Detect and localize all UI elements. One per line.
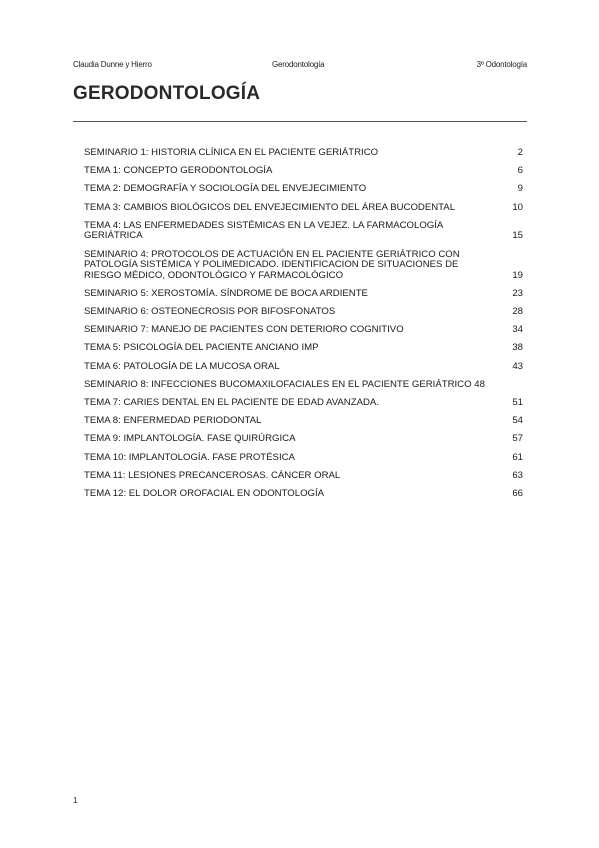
toc-entry[interactable] (84, 343, 523, 354)
toc-entry[interactable] (84, 362, 523, 373)
toc-entry[interactable] (84, 380, 523, 391)
toc-entry-page: 23 (512, 287, 523, 299)
toc-entry-title: TEMA 7: CARIES DENTAL EN EL PACIENTE DE EDAD AVANZADA. (84, 397, 379, 409)
toc-entry-page: 6 (517, 165, 523, 177)
toc-entry[interactable] (84, 148, 523, 159)
toc-entry-title: SEMINARIO 5: XEROSTOMÍA. SÍNDROME DE BOCA ARDIENTE (84, 287, 368, 299)
toc-entry-title: SEMINARIO 8: INFECCIONES BUCOMAXILOFACIALES EN EL PACIENTE GERIÁTRICO (84, 378, 472, 390)
toc-entry-title: SEMINARIO 1: HISTORIA CLÍNICA EN EL PACIENTE GERIÁTRICO (84, 147, 379, 158)
toc-entry-page: 63 (512, 469, 523, 481)
toc-entry[interactable] (84, 416, 523, 427)
page-title: GERODONTOLOGÍA (73, 83, 261, 104)
toc-entry-page: 28 (512, 306, 523, 318)
toc-entry-title: TEMA 5: PSICOLOGÍA DEL PACIENTE ANCIANO IMP (84, 342, 319, 354)
toc-entry-page: 15 (512, 230, 523, 242)
toc-entry-page: 54 (512, 415, 523, 427)
toc-entry[interactable] (84, 307, 523, 318)
toc-entry[interactable] (84, 471, 523, 482)
toc-entry-page: 19 (512, 269, 523, 281)
toc-entry-title: TEMA 8: ENFERMEDAD PERIODONTAL (84, 415, 262, 427)
toc-entry[interactable] (84, 221, 523, 242)
toc-entry-title: TEMA 1: CONCEPTO GERODONTOLOGÍA (84, 165, 273, 177)
toc-entry-page: 10 (512, 201, 523, 213)
toc-entry-title: SEMINARIO 4: PROTOCOLOS DE ACTUACIÓN EN EL PACIENTE GERIÁTRICO CON PATOLOGÍA SISTÉMICA Y POLIMEDICADO. IDENTIFICACION DE SITUACIONES DE RIESGO MÉDICO, ODONTOLÓGICO Y FARMACOLÓGICO (84, 248, 460, 281)
header-subject: Gerodontología (272, 60, 325, 69)
toc-entry-title: TEMA 9: IMPLANTOLOGÍA. FASE QUIRÚRGICA (84, 433, 296, 445)
toc-entry-page: 43 (512, 360, 523, 372)
toc-entry[interactable] (84, 184, 523, 195)
toc-entry-page: 61 (512, 451, 523, 463)
toc-entry[interactable] (84, 325, 523, 336)
header-course: 3º Odontología (476, 60, 527, 69)
toc-entry-title: SEMINARIO 7: MANEJO DE PACIENTES CON DETERIORO COGNITIVO (84, 324, 404, 336)
toc-entry[interactable] (84, 398, 523, 409)
toc-entry[interactable] (84, 289, 523, 300)
toc-entry-title: SEMINARIO 6: OSTEONECROSIS POR BIFOSFONATOS (84, 306, 336, 318)
page-number: 1 (73, 796, 78, 805)
header-author: Claudia Dunne y Hierro (73, 60, 152, 69)
toc-entry-page: 34 (512, 324, 523, 336)
toc-entry-title: TEMA 2: DEMOGRAFÍA Y SOCIOLOGÍA DEL ENVEJECIMIENTO (84, 183, 367, 195)
toc-entry-page: 9 (517, 183, 523, 195)
toc-entry-title: TEMA 4: LAS ENFERMEDADES SISTÉMICAS EN LA VEJEZ. LA FARMACOLOGÍA GERIÁTRICA (84, 219, 444, 242)
toc-entry-page: 38 (512, 342, 523, 354)
toc-entry-title: TEMA 12: EL DOLOR OROFACIAL EN ODONTOLOGÍA (84, 487, 325, 499)
toc-entry-title: TEMA 10: IMPLANTOLOGÍA. FASE PROTÉSICA (84, 451, 295, 463)
toc-entry[interactable] (84, 489, 523, 500)
toc-entry-title: TEMA 3: CAMBIOS BIOLÓGICOS DEL ENVEJECIMIENTO DEL ÁREA BUCODENTAL (84, 201, 456, 213)
toc-entry-title: TEMA 6: PATOLOGÍA DE LA MUCOSA ORAL (84, 360, 280, 372)
toc-entry[interactable] (84, 434, 523, 445)
toc-entry-page: 57 (512, 433, 523, 445)
toc-entry[interactable] (84, 203, 523, 214)
toc-entry[interactable] (84, 166, 523, 177)
title-divider (73, 121, 527, 122)
table-of-contents (84, 148, 523, 507)
toc-entry[interactable] (84, 453, 523, 464)
toc-entry-page: 66 (512, 487, 523, 499)
toc-entry-page: 48 (474, 378, 485, 390)
toc-entry-page: 2 (517, 147, 523, 158)
toc-entry-title: TEMA 11: LESIONES PRECANCEROSAS. CÁNCER ORAL (84, 469, 341, 481)
toc-entry-page: 51 (512, 397, 523, 409)
toc-entry[interactable] (84, 250, 523, 282)
